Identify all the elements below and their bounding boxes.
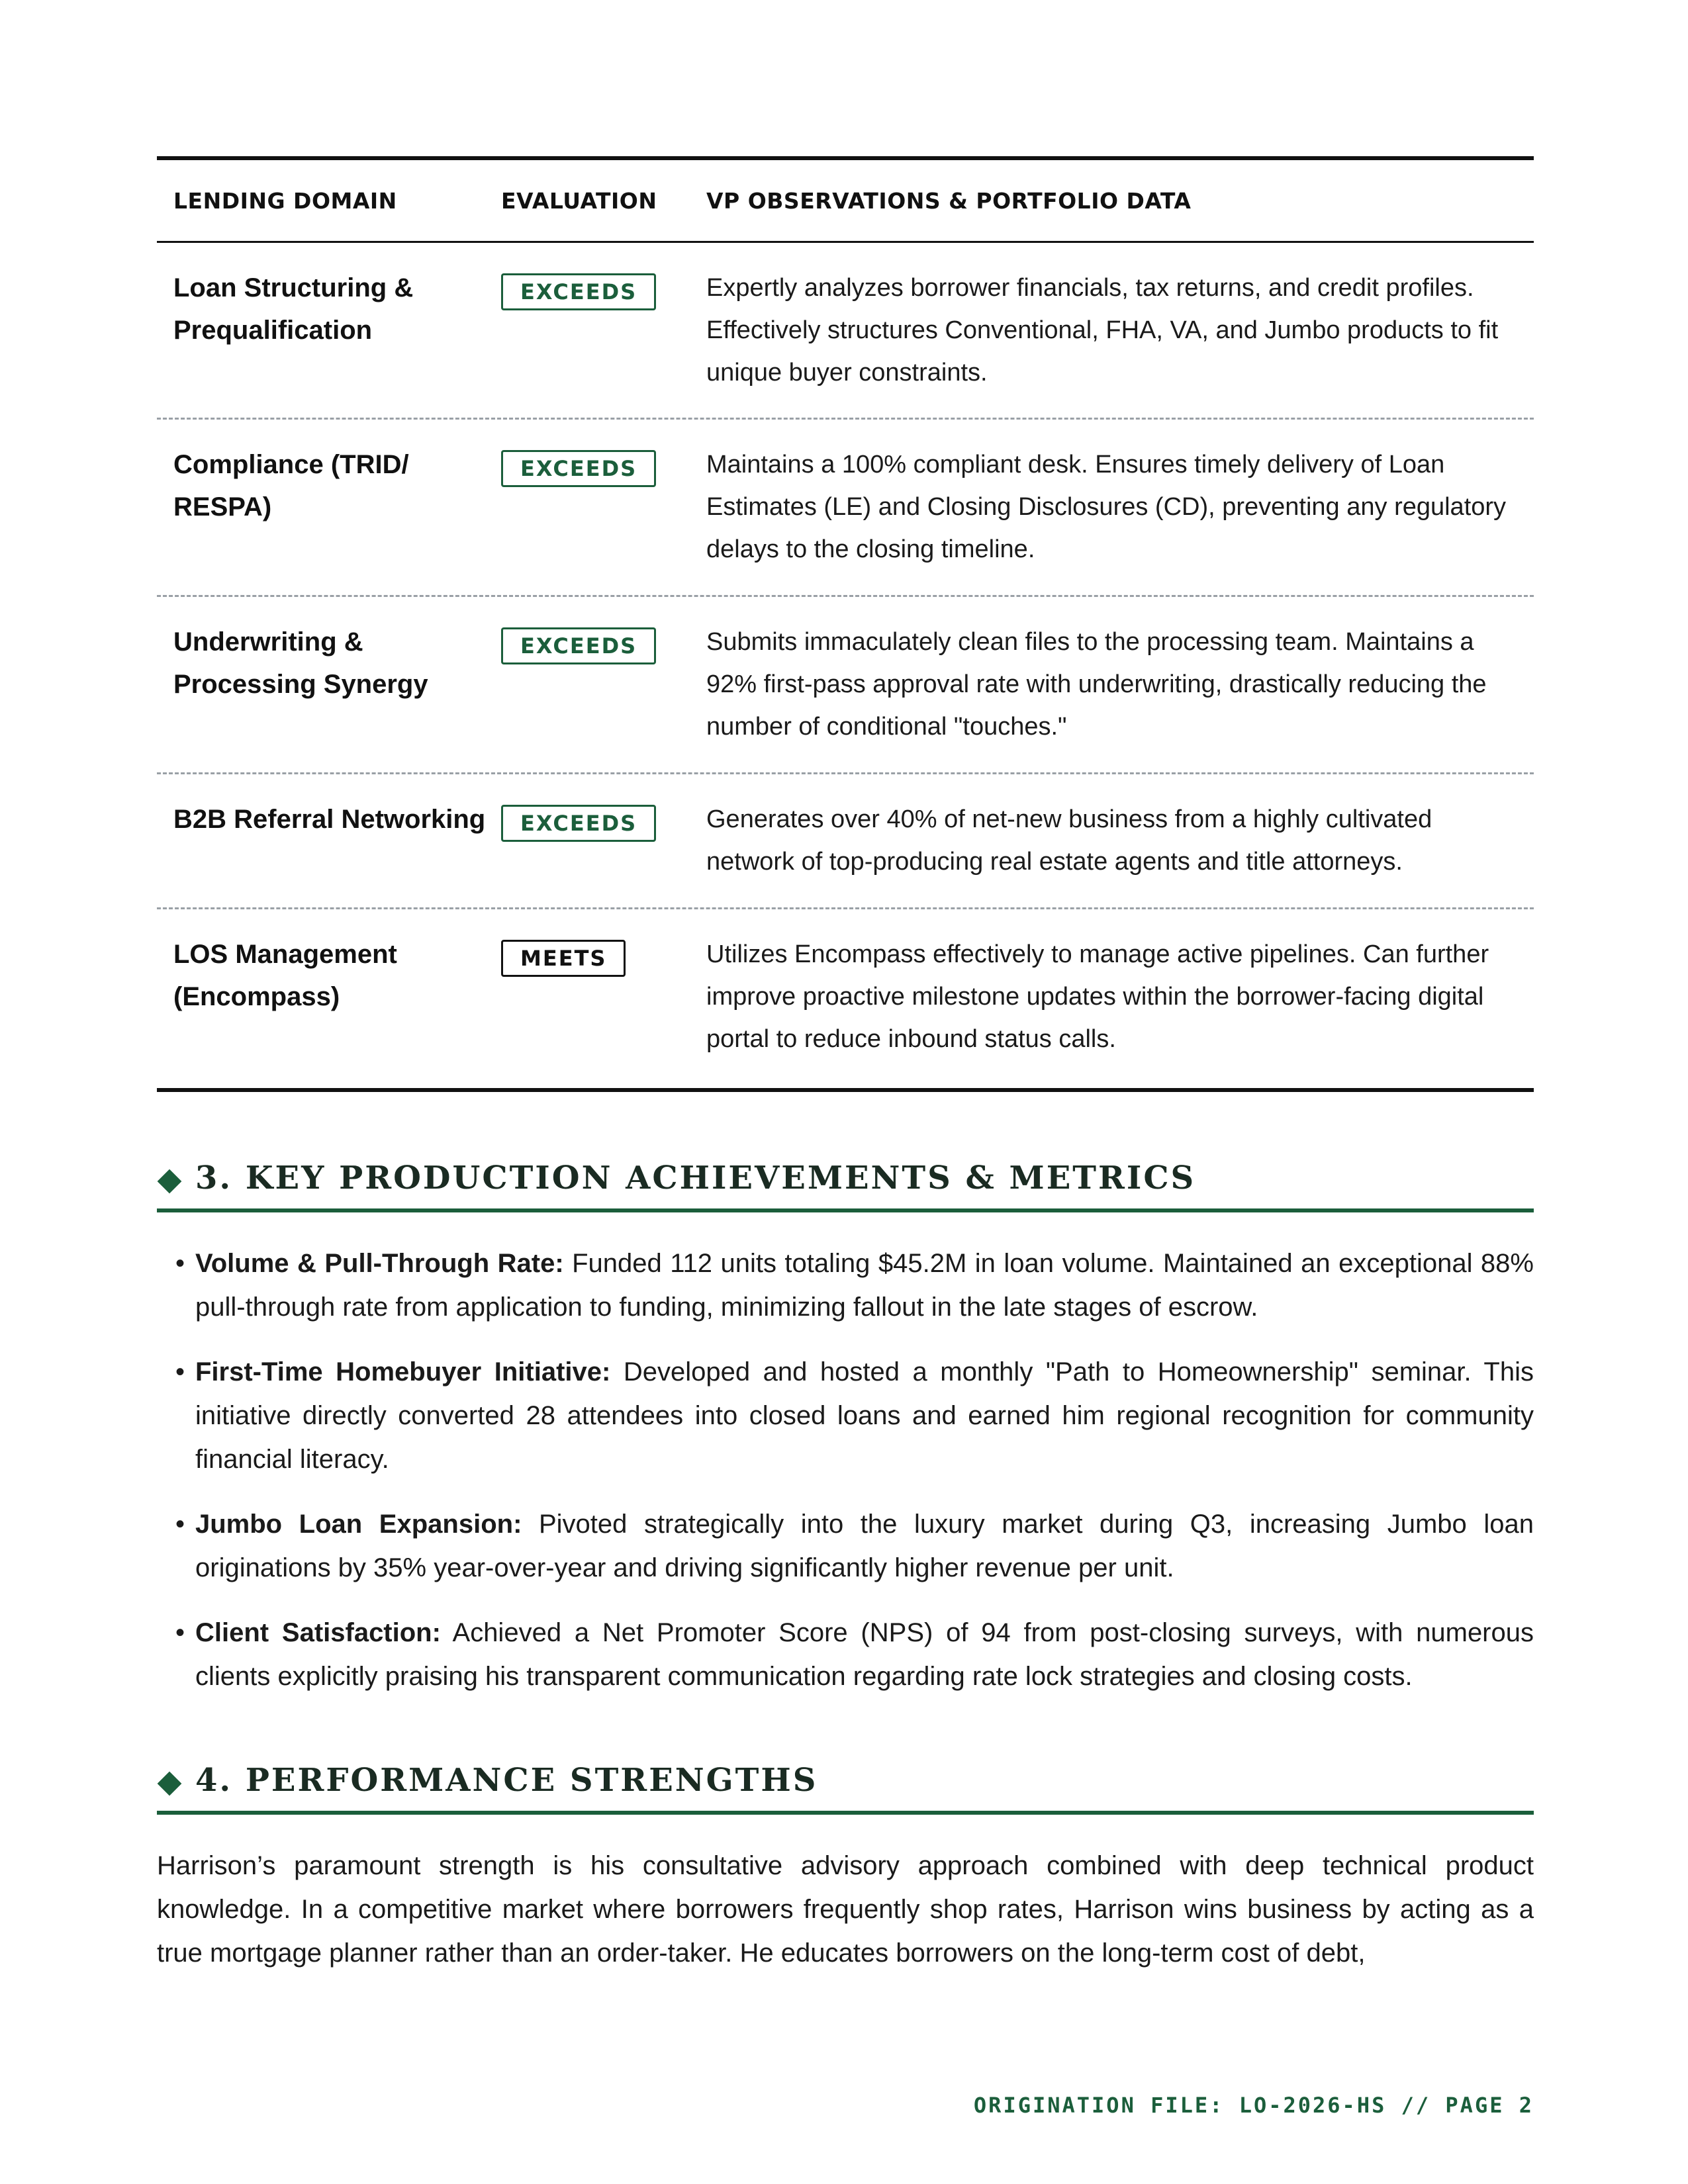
bullet-label: First-Time Homebuyer Initiative: (195, 1357, 611, 1387)
row-domain: Loan Structuring & Prequalification (173, 273, 414, 345)
row-domain: LOS Management (Encompass) (173, 940, 397, 1011)
header-observations: VP OBSERVATIONS & PORTFOLIO DATA (706, 187, 1192, 214)
table-row (157, 774, 1534, 909)
bullet-text: Achieved a Net Promoter Score (NPS) of 94 from post-closing surveys, with numerous clients explicitly praising his transparent communication regarding rate lock strategies and closing costs. (195, 1618, 1534, 1691)
bullet-text: Funded 112 units totaling $45.2M in loan volume. Maintained an exceptional 88% pull-through rate from application to funding, minimizing fallout in the late stages of escrow. (195, 1249, 1534, 1322)
bullet-label: Jumbo Loan Expansion: (195, 1510, 522, 1539)
list-item (195, 1611, 1534, 1698)
row-domain: Underwriting & Processing Synergy (173, 627, 428, 699)
header-lending-domain: LENDING DOMAIN (173, 187, 397, 214)
header-evaluation: EVALUATION (501, 187, 657, 214)
evaluation-badge: EXCEEDS (501, 450, 656, 487)
row-observation: Expertly analyzes borrower financials, tax returns, and credit profiles. Effectively structures Conventional, FHA, VA, and Jumbo products to fit unique buyer constraints. (706, 274, 1499, 387)
row-observation: Maintains a 100% compliant desk. Ensures timely delivery of Loan Estimates (LE) and Closing Disclosures (CD), preventing any regulatory delays to the closing timeline. (706, 451, 1507, 563)
evaluation-table (157, 156, 1534, 1092)
achievements-list (157, 1242, 1534, 1698)
page-footer: ORIGINATION FILE: LO-2026-HS // PAGE 2 (973, 2093, 1534, 2118)
diamond-bullet-icon (158, 1169, 182, 1194)
evaluation-badge: EXCEEDS (501, 805, 656, 842)
row-domain: B2B Referral Networking (173, 805, 486, 834)
evaluation-badge: EXCEEDS (501, 273, 656, 310)
page-content (157, 156, 1534, 1975)
table-row (157, 909, 1534, 1088)
section-3-heading (157, 1160, 1534, 1212)
bullet-text: Developed and hosted a monthly "Path to Homeownership" seminar. This initiative directly converted 28 attendees into closed loans and earned him regional recognition for community financial literacy. (195, 1357, 1534, 1474)
bullet-label: Client Satisfaction: (195, 1618, 441, 1647)
evaluation-badge: EXCEEDS (501, 627, 656, 664)
row-observation: Submits immaculately clean files to the processing team. Maintains a 92% first-pass approval rate with underwriting, drastically reducing the number of conditional "touches." (706, 628, 1487, 741)
row-observation: Generates over 40% of net-new business from a highly cultivated network of top-producing real estate agents and title attorneys. (706, 805, 1432, 876)
table-header (157, 160, 1534, 243)
bullet-label: Volume & Pull-Through Rate: (195, 1249, 564, 1278)
list-item (195, 1502, 1534, 1590)
table-row (157, 420, 1534, 597)
table-row (157, 243, 1534, 420)
list-item (195, 1242, 1534, 1329)
row-observation: Utilizes Encompass effectively to manage active pipelines. Can further improve proactive milestone updates within the borrower-facing digital portal to reduce inbound status calls. (706, 940, 1489, 1053)
row-domain: Compliance (TRID/ RESPA) (173, 450, 409, 522)
section-3-title: 3. KEY PRODUCTION ACHIEVEMENTS & METRICS (195, 1160, 1196, 1197)
evaluation-badge: MEETS (501, 940, 626, 977)
diamond-bullet-icon (158, 1772, 182, 1796)
strengths-paragraph: Harrison’s paramount strength is his consultative advisory approach combined with deep technical product knowledge. In a competitive market where borrowers frequently shop rates, Harrison wins business by acting as a true mortgage planner rather than an order-taker. He educates borrowers on the long-term cost of debt, (157, 1851, 1534, 1968)
section-4-title: 4. PERFORMANCE STRENGTHS (195, 1762, 818, 1799)
bullet-text: Pivoted strategically into the luxury market during Q3, increasing Jumbo loan originations by 35% year-over-year and driving significantly higher revenue per unit. (195, 1510, 1534, 1582)
section-4-heading (157, 1762, 1534, 1815)
table-row (157, 597, 1534, 774)
list-item (195, 1350, 1534, 1481)
